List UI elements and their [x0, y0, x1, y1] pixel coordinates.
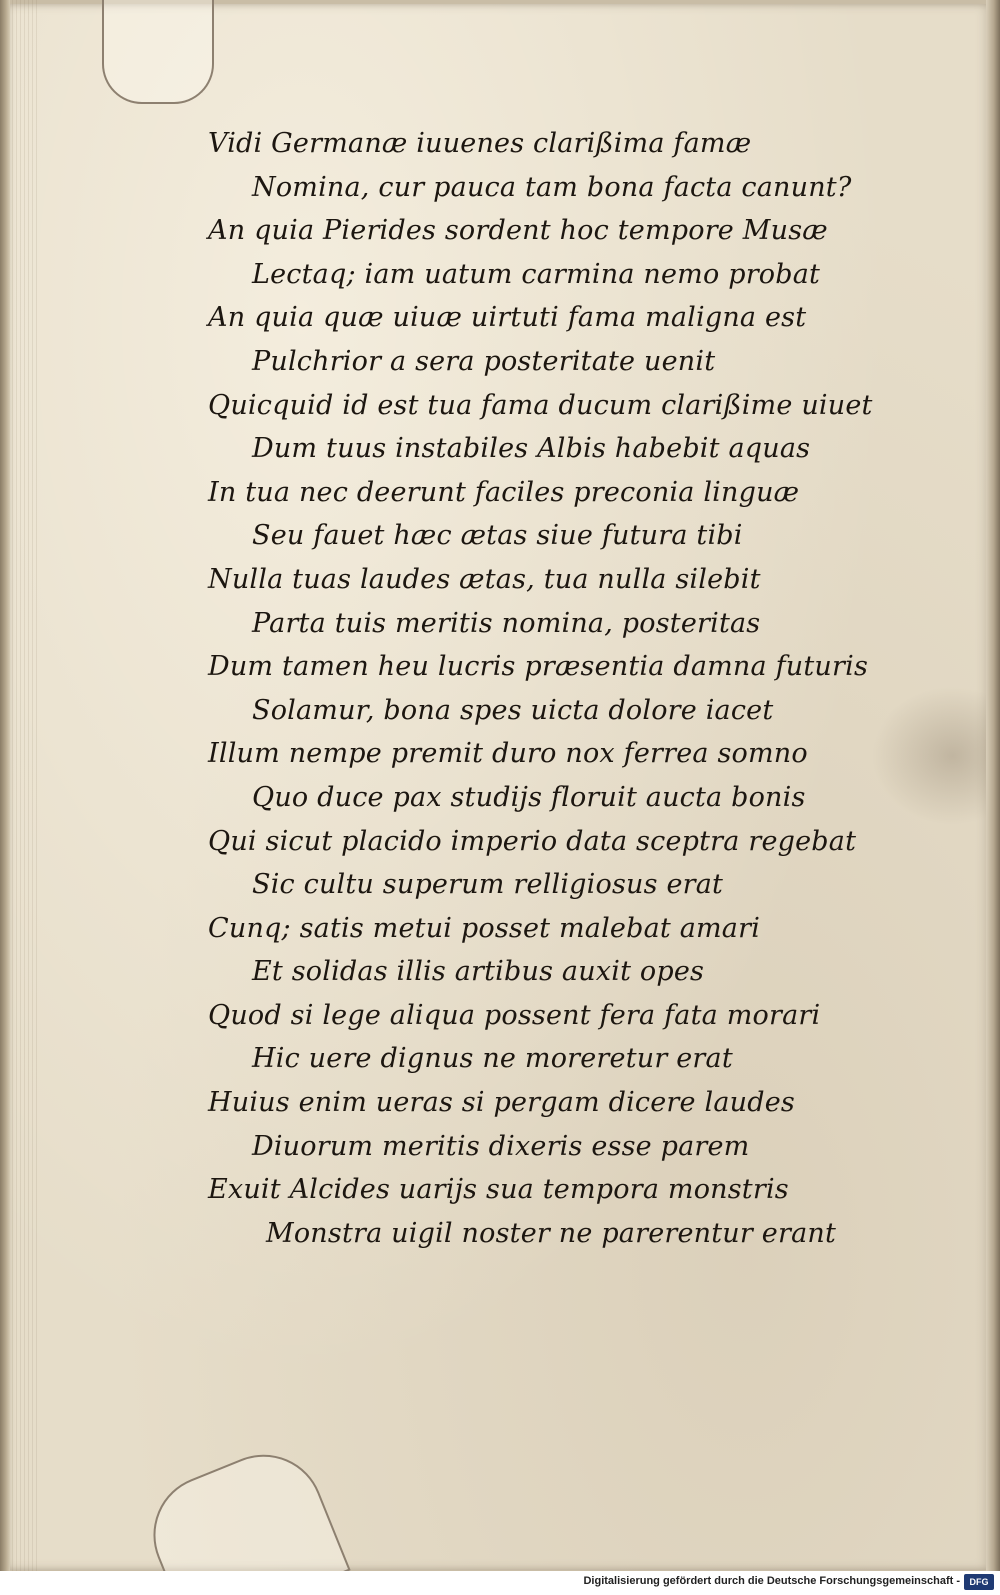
verse-line: Qui sicut placido imperio data sceptra regebat — [208, 825, 857, 857]
page-right-edge — [986, 0, 1000, 1571]
verse-line: Hic uere dignus ne moreretur erat — [252, 1043, 733, 1075]
verse-line: Dum tuus instabiles Albis habebit aquas — [252, 433, 811, 465]
verse-line: An quia Pierides sordent hoc tempore Musæ — [208, 215, 828, 247]
verse-text-block — [208, 122, 888, 1255]
footer-credit: Digitalisierung gefördert durch die Deutsche Forschungsgemeinschaft - — [583, 1575, 960, 1587]
verse-line: Quod si lege aliqua possent fera fata morari — [208, 999, 821, 1031]
verse-line: Parta tuis meritis nomina, posteritas — [252, 607, 761, 639]
verse-line: In tua nec deerunt faciles preconia linguæ — [208, 476, 800, 508]
verse-line: Seu fauet hæc ætas siue futura tibi — [252, 520, 743, 552]
verse-line: Diuorum meritis dixeris esse parem — [252, 1130, 750, 1162]
verse-line: Exuit Alcides uarijs sua tempora monstris — [208, 1174, 789, 1206]
verse-line: Nomina, cur pauca tam bona facta canunt? — [252, 171, 852, 203]
verse-line: Dum tamen heu lucris præsentia damna futuris — [208, 651, 869, 683]
verse-line: Cunq; satis metui posset malebat amari — [208, 912, 761, 944]
verse-line: Huius enim ueras si pergam dicere laudes — [208, 1087, 795, 1119]
verse-line: Sic cultu superum relligiosus erat — [252, 869, 724, 901]
digitization-footer — [0, 1571, 1000, 1595]
verse-line: An quia quæ uiuæ uirtuti fama maligna est — [208, 302, 807, 334]
verse-line: Monstra uigil noster ne parerentur erant — [266, 1217, 837, 1249]
verse-line: Nulla tuas laudes ætas, tua nulla silebit — [208, 563, 761, 595]
verse-line: Illum nempe premit duro nox ferrea somno — [208, 738, 808, 770]
binding-edge — [0, 0, 10, 1571]
verse-line: Pulchrior a sera posteritate uenit — [252, 345, 716, 377]
verse-line: Quo duce pax studijs floruit aucta bonis — [252, 781, 806, 813]
verse-line: Quicquid id est tua fama ducum clarißime uiuet — [208, 389, 873, 421]
book-page — [6, 4, 992, 1570]
dfg-logo: DFG — [964, 1574, 994, 1590]
verse-line: Lectaq; iam uatum carmina nemo probat — [252, 258, 821, 290]
page-tab-bottom — [135, 1437, 350, 1571]
page-tab-top — [102, 0, 214, 104]
verse-line: Vidi Germanæ iuuenes clarißima famæ — [208, 128, 752, 159]
verse-line: Et solidas illis artibus auxit opes — [252, 956, 705, 988]
verse-line: Solamur, bona spes uicta dolore iacet — [252, 694, 774, 726]
